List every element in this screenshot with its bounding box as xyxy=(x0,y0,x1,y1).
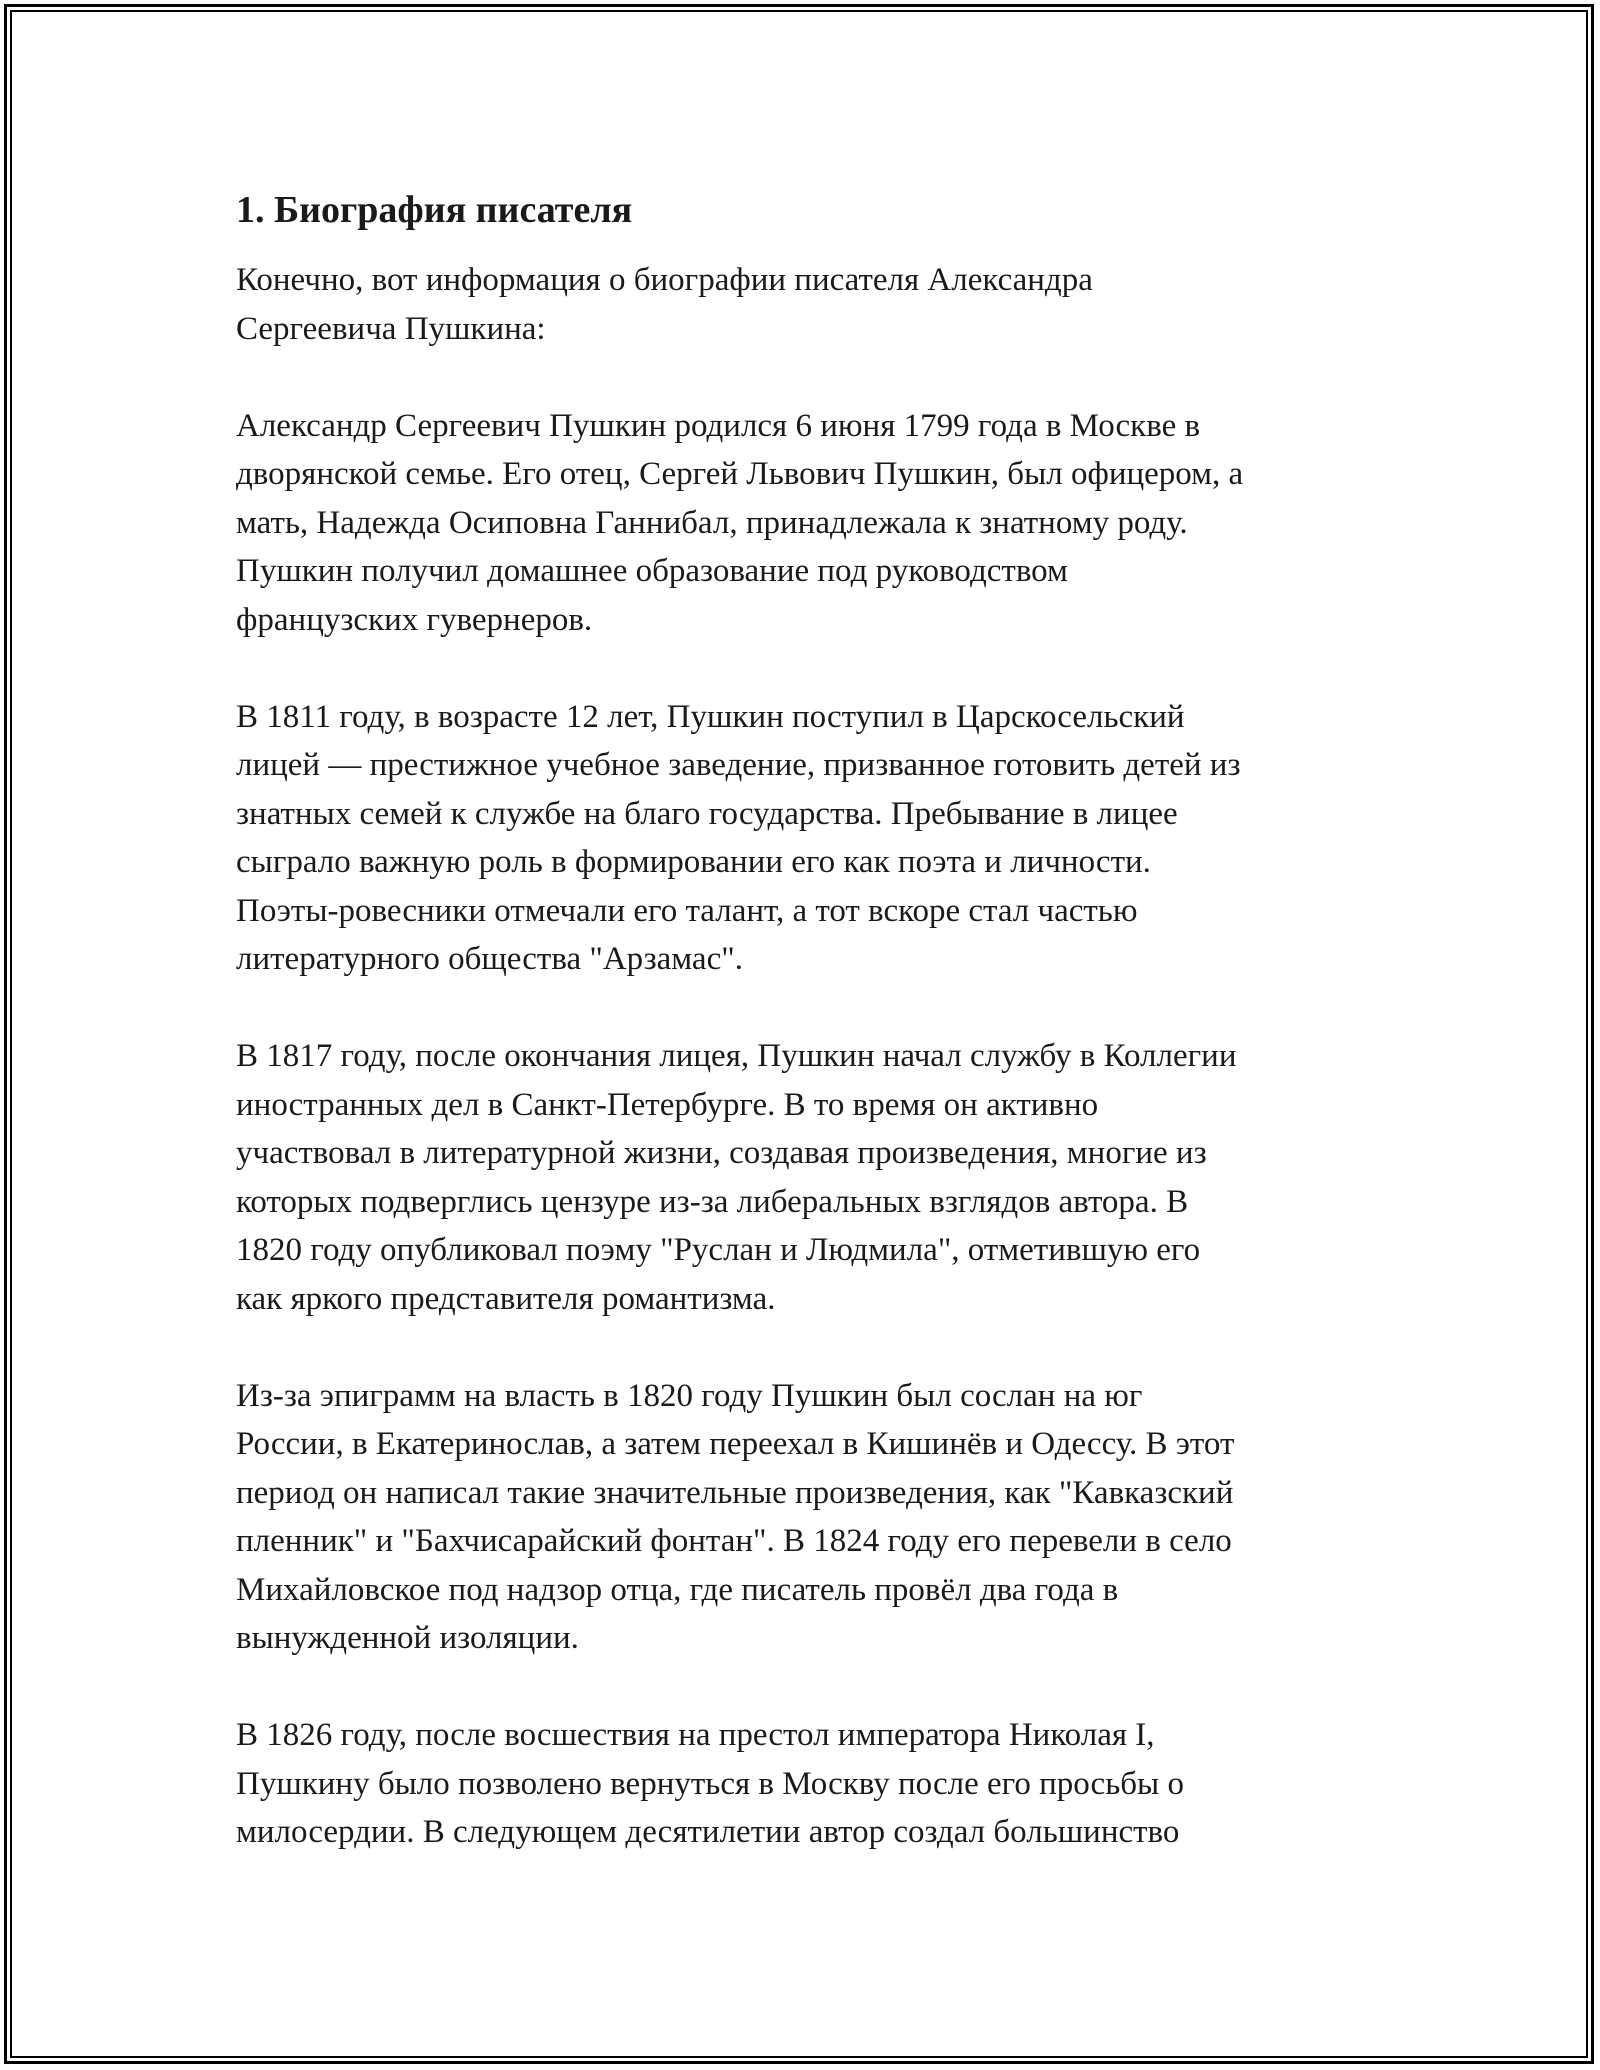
text-line: милосердии. В следующем десятилетии автор создал большинство xyxy=(236,1814,1180,1850)
paragraph xyxy=(236,1032,1396,1323)
text-line: иностранных дел в Санкт-Петербурге. В то время он активно xyxy=(236,1086,1099,1123)
text-line: В 1817 году, после окончания лицея, Пушкин начал службу в Коллегии xyxy=(236,1038,1237,1074)
text-line: мать, Надежда Осиповна Ганнибал, принадлежала к знатному роду. xyxy=(236,504,1188,541)
text-line: России, в Екатеринослав, а затем переехал в Кишинёв и Одессу. В этот xyxy=(236,1426,1235,1462)
paragraph xyxy=(236,256,1396,353)
paragraph xyxy=(236,1372,1396,1663)
text-line: как яркого представителя романтизма. xyxy=(236,1280,776,1317)
text-line: Михайловское под надзор отца, где писатель провёл два года в xyxy=(236,1571,1119,1608)
text-line: В 1811 году, в возрасте 12 лет, Пушкин поступил в Царскосельский xyxy=(236,698,1185,735)
text-line: литературного общества "Арзамас". xyxy=(236,941,743,977)
text-line: сыграло важную роль в формировании его как поэта и личности. xyxy=(236,844,1151,880)
text-line: вынужденной изоляции. xyxy=(236,1620,579,1656)
text-line: Из-за эпиграмм на власть в 1820 году Пушкин был сослан на юг xyxy=(236,1377,1143,1414)
document-body xyxy=(236,186,1396,1857)
text-line: период он написал такие значительные произведения, как "Кавказский xyxy=(236,1474,1234,1511)
paragraph xyxy=(236,1711,1396,1857)
text-line: В 1826 году, после восшествия на престол императора Николая I, xyxy=(236,1717,1155,1753)
text-line: Пушкин получил домашнее образование под руководством xyxy=(236,553,1068,589)
section-heading: 1. Биография писателя xyxy=(236,189,633,231)
text-line: Пушкину было позволено вернуться в Москву после его просьбы о xyxy=(236,1765,1184,1802)
text-line: Александр Сергеевич Пушкин родился 6 июня 1799 года в Москве в xyxy=(236,407,1201,444)
text-line: участвовал в литературной жизни, создавая произведения, многие из xyxy=(236,1135,1207,1171)
text-line: Поэты-ровесники отмечали его талант, а тот вскоре стал частью xyxy=(236,892,1138,929)
text-line: 1820 году опубликовал поэму "Руслан и Людмила", отметившую его xyxy=(236,1232,1201,1268)
paragraph xyxy=(236,693,1396,984)
text-line: французских гувернеров. xyxy=(236,601,593,638)
paragraphs xyxy=(236,256,1396,1857)
text-line: Конечно, вот информация о биографии писателя Александра xyxy=(236,262,1093,298)
text-line: лицей — престижное учебное заведение, призванное готовить детей из xyxy=(236,747,1241,783)
text-line: дворянской семье. Его отец, Сергей Львович Пушкин, был офицером, а xyxy=(236,456,1244,492)
paragraph xyxy=(236,402,1396,645)
text-line: Сергеевича Пушкина: xyxy=(236,310,546,347)
text-line: которых подверглись цензуре из-за либеральных взглядов автора. В xyxy=(236,1183,1189,1220)
text-line: пленник" и "Бахчисарайский фонтан". В 1824 году его перевели в село xyxy=(236,1523,1232,1559)
text-line: знатных семей к службе на благо государства. Пребывание в лицее xyxy=(236,795,1178,832)
